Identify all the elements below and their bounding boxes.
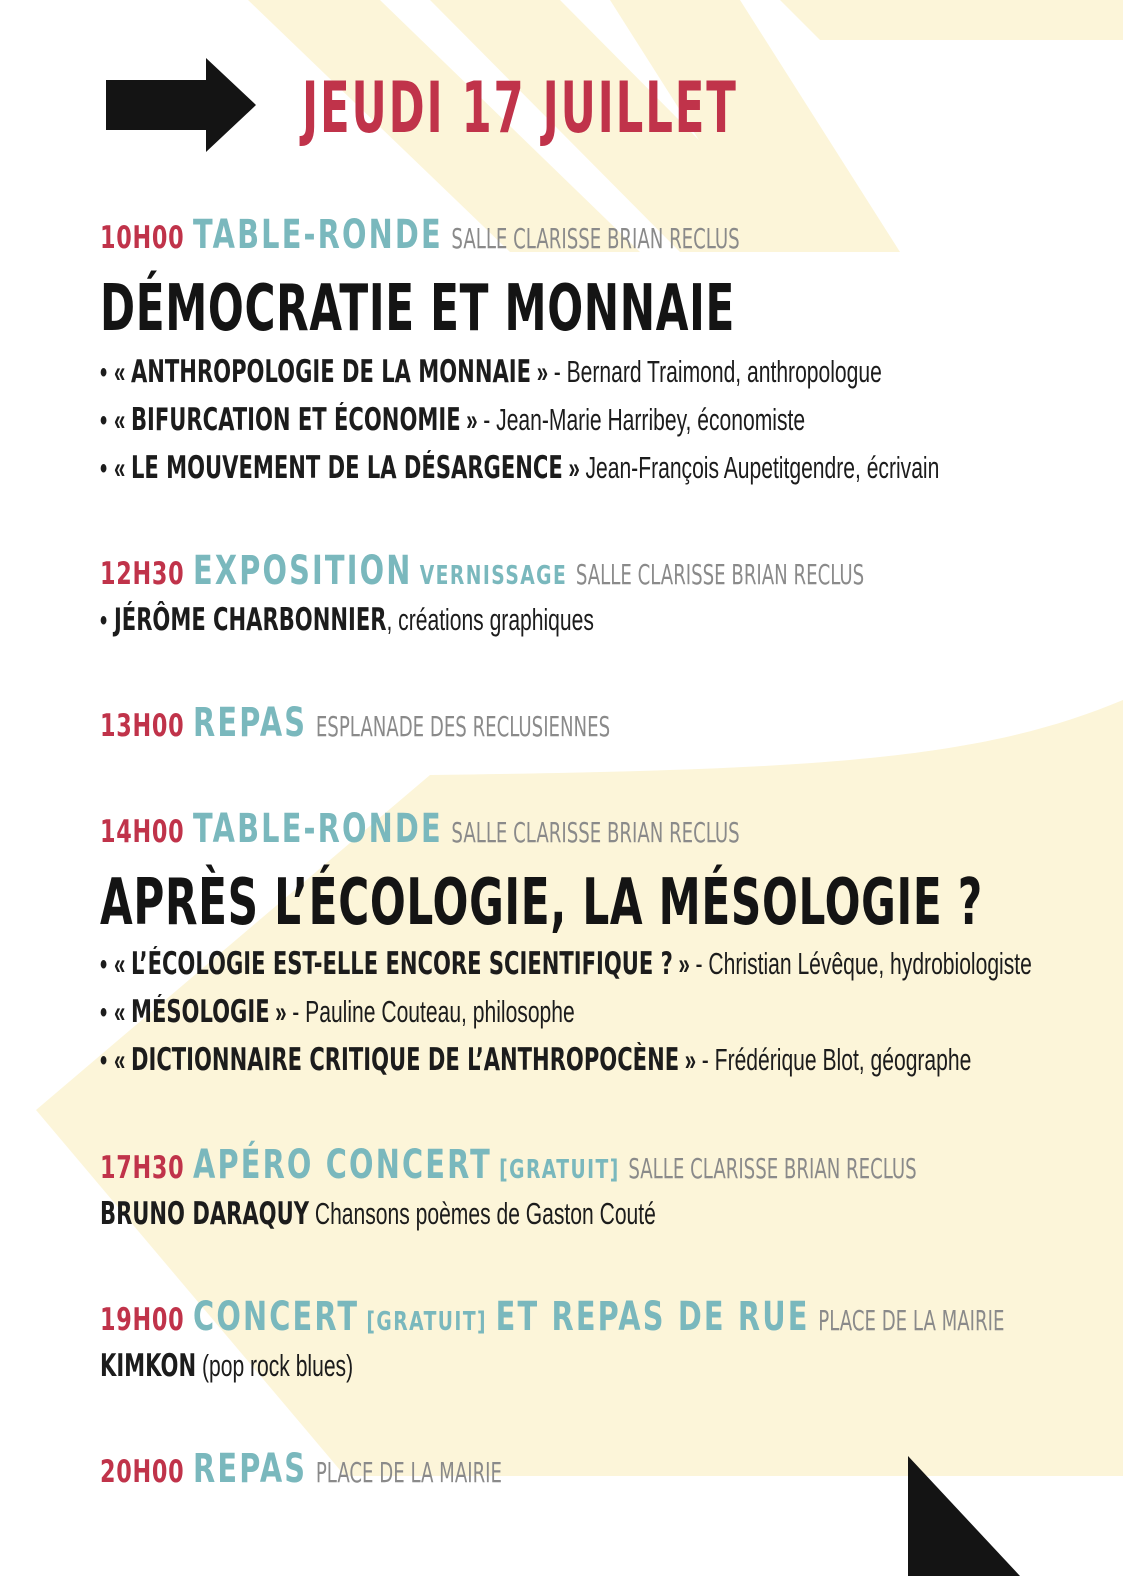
event-venue: PLACE DE LA MAIRIE — [315, 1456, 502, 1489]
performer-line — [100, 1190, 780, 1238]
event-time: 12H30 — [100, 556, 185, 592]
event-kind: TABLE-RONDE — [193, 212, 443, 258]
talk-speaker: - Pauline Couteau, philosophe — [292, 994, 575, 1029]
talk-item: • « DICTIONNAIRE CRITIQUE DE L’ANTHROPOCÈNE » - Frédérique Blot, géographe — [100, 1042, 972, 1078]
day-title: JEUDI 17 JUILLET — [302, 67, 738, 149]
event-time: 14H00 — [100, 814, 185, 850]
event-heading — [100, 1294, 1005, 1340]
event-1400 — [100, 806, 1100, 1084]
event-kind: REPAS — [193, 700, 308, 746]
talk-title: DICTIONNAIRE CRITIQUE DE L’ANTHROPOCÈNE — [130, 1042, 680, 1078]
talk-title: L’ÉCOLOGIE EST-ELLE ENCORE SCIENTIFIQUE ? — [130, 946, 673, 982]
event-venue: PLACE DE LA MAIRIE — [818, 1304, 1005, 1337]
talk-item: • « L’ÉCOLOGIE EST-ELLE ENCORE SCIENTIFIQUE ? » - Christian Lévêque, hydrobiologiste — [100, 946, 1032, 982]
talk-item: • « MÉSOLOGIE » - Pauline Couteau, philosophe — [100, 994, 575, 1030]
talk-speaker: - Jean-Marie Harribey, économiste — [483, 402, 806, 437]
event-2000 — [100, 1446, 1100, 1492]
event-heading — [100, 1446, 820, 1492]
event-tag: [GRATUIT] — [366, 1307, 488, 1337]
event-title: APRÈS L’ÉCOLOGIE, LA MÉSOLOGIE ? — [100, 866, 983, 940]
event-heading — [100, 806, 820, 852]
exhibitor-name: JÉRÔME CHARBONNIER — [113, 602, 387, 638]
talk-list — [100, 940, 1100, 1084]
talk-list — [100, 348, 1100, 492]
event-heading — [100, 1142, 917, 1188]
event-kind-secondary: ET REPAS DE RUE — [495, 1294, 810, 1340]
event-time: 20H00 — [100, 1454, 185, 1490]
event-time: 13H00 — [100, 708, 185, 744]
event-kind: REPAS — [193, 1446, 308, 1492]
event-kind: TABLE-RONDE — [193, 806, 443, 852]
event-kind: CONCERT — [193, 1294, 360, 1340]
talk-title: MÉSOLOGIE — [130, 994, 270, 1030]
talk-speaker: - Bernard Traimond, anthropologue — [553, 354, 882, 389]
performer-desc: (pop rock blues) — [196, 1348, 354, 1383]
event-kind: APÉRO CONCERT — [193, 1142, 492, 1188]
performer-line — [100, 1342, 780, 1390]
event-time: 10H00 — [100, 220, 185, 256]
event-time: 19H00 — [100, 1302, 185, 1338]
exhibitor-desc: , créations graphiques — [386, 602, 594, 637]
talk-item: • « LE MOUVEMENT DE LA DÉSARGENCE » Jean-François Aupetitgendre, écrivain — [100, 450, 940, 486]
talk-title: BIFURCATION ET ÉCONOMIE — [130, 402, 461, 438]
event-1900 — [100, 1294, 1100, 1390]
event-venue: SALLE CLARISSE BRIAN RECLUS — [628, 1152, 917, 1185]
talk-title: LE MOUVEMENT DE LA DÉSARGENCE — [130, 450, 563, 486]
talk-speaker: Jean-François Aupetitgendre, écrivain — [585, 450, 940, 485]
talk-speaker: - Frédérique Blot, géographe — [701, 1042, 972, 1077]
arrow-right-icon — [106, 58, 256, 152]
event-kind: EXPOSITION — [193, 548, 413, 594]
exhibitor-line: • JÉRÔME CHARBONNIER, créations graphiques — [100, 602, 594, 638]
event-heading — [100, 700, 820, 746]
talk-item: • « BIFURCATION ET ÉCONOMIE » - Jean-Marie Harribey, économiste — [100, 402, 806, 438]
event-tag: VERNISSAGE — [419, 561, 568, 591]
event-heading — [100, 548, 865, 594]
event-1000 — [100, 212, 1100, 492]
event-1300 — [100, 700, 1100, 746]
event-title: DÉMOCRATIE ET MONNAIE — [100, 272, 736, 346]
talk-speaker: - Christian Lévêque, hydrobiologiste — [695, 946, 1032, 981]
talk-item: • « ANTHROPOLOGIE DE LA MONNAIE » - Bernard Traimond, anthropologue — [100, 354, 882, 390]
performer-name: BRUNO DARAQUY — [100, 1196, 309, 1232]
event-time: 17H30 — [100, 1150, 185, 1186]
event-heading — [100, 212, 820, 258]
event-venue: ESPLANADE DES RECLUSIENNES — [315, 710, 611, 743]
performer-name: KIMKON — [100, 1348, 197, 1384]
event-venue: SALLE CLARISSE BRIAN RECLUS — [575, 558, 865, 591]
event-1230 — [100, 548, 1100, 644]
talk-title: ANTHROPOLOGIE DE LA MONNAIE — [130, 354, 532, 390]
event-venue: SALLE CLARISSE BRIAN RECLUS — [451, 816, 740, 849]
event-venue: SALLE CLARISSE BRIAN RECLUS — [451, 222, 740, 255]
event-1730 — [100, 1142, 1100, 1238]
performer-desc: Chansons poèmes de Gaston Couté — [308, 1196, 656, 1231]
event-tag: [GRATUIT] — [499, 1155, 620, 1185]
